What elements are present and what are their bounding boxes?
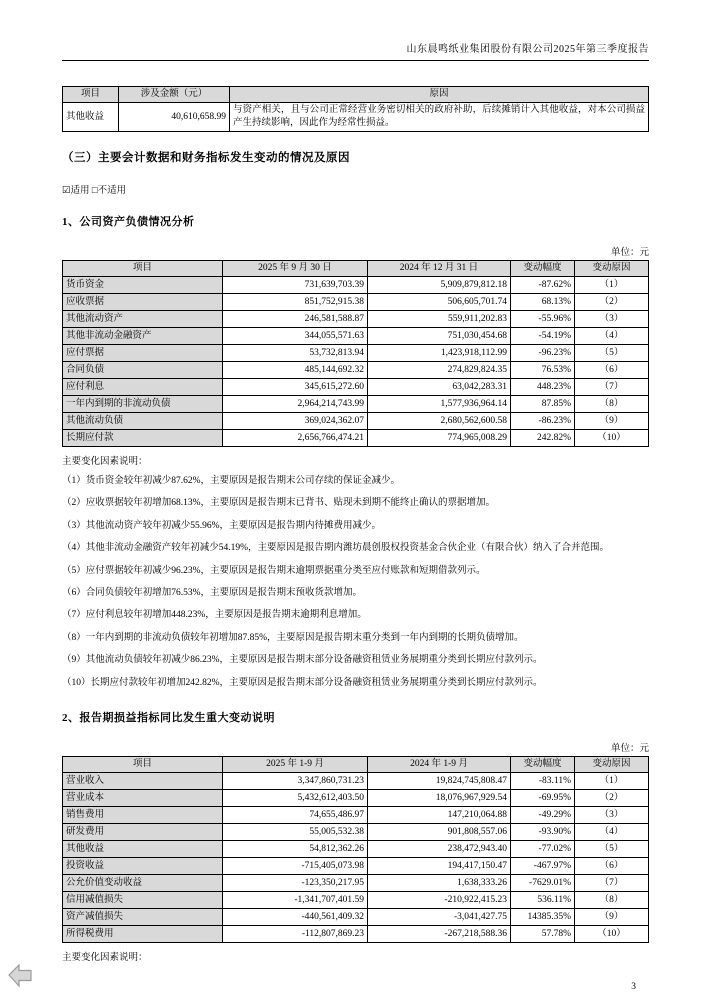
applicability-checkboxes: ☑适用 □不适用 (62, 186, 127, 196)
table-cell: -55.96% (511, 311, 575, 328)
report-header-title: 山东晨鸣纸业集团股份有限公司2025年第三季度报告 (62, 40, 649, 61)
table-header-cell: 项目 (63, 261, 223, 277)
table-cell: -3,041,427.75 (368, 909, 511, 926)
note-item: （7）应付利息较年初增加448.23%，主要原因是报告期末逾期利息增加。 (62, 610, 367, 621)
table-cell: 与资产相关，且与公司正常经营业务密切相关的政府补助，后续摊销计入其他收益，对本公司损益产生持续影响，因此作为经常性损益。 (230, 103, 649, 132)
note-item: （4）其他非流动金融资产较年初减少54.19%，主要原因是报告期内潍坊晨创股权投资基金合伙企业（有限合伙）纳入了合并范围。 (62, 543, 610, 554)
table-header-cell: 涉及金额（元） (119, 87, 230, 103)
table-cell: （1） (575, 277, 649, 294)
table-cell: 74,655,486.97 (223, 807, 368, 824)
table-cell: 731,639,703.39 (223, 277, 368, 294)
table-cell: 18,076,967,929.54 (368, 790, 511, 807)
table-row (63, 892, 649, 909)
table-row (63, 875, 649, 892)
table-cell: 87.85% (511, 396, 575, 413)
table-cell: 2,656,766,474.21 (223, 430, 368, 447)
table-cell: -112,807,869.23 (223, 926, 368, 943)
note-item: （10）长期应付款较年初增加242.82%，主要原因是报告期末部分设备融资租赁业务展期重分类到长期应付款列示。 (62, 677, 543, 688)
table-header-row (63, 757, 649, 773)
subsection-1-heading: 1、公司资产负债情况分析 (62, 216, 195, 228)
table-row (63, 294, 649, 311)
table-cell: -87.62% (511, 277, 575, 294)
table-cell: （9） (575, 413, 649, 430)
note-item: （1）货币资金较年初减少87.62%，主要原因是报告期末公司存续的保证金减少。 (62, 476, 401, 486)
table-cell: （6） (575, 858, 649, 875)
table-cell: 485,144,692.32 (223, 362, 368, 379)
unit-label-1: 单位：元 (610, 248, 649, 258)
table-cell: 货币资金 (63, 277, 223, 294)
table-cell: 274,829,824.35 (368, 362, 511, 379)
table-header-cell: 变动幅度 (511, 757, 575, 773)
notes-title-1: 主要变化因素说明： (62, 457, 148, 467)
table-cell: 901,808,557.06 (368, 824, 511, 841)
table-cell: 长期应付款 (63, 430, 223, 447)
table-cell: 应付票据 (63, 345, 223, 362)
table-row (63, 841, 649, 858)
table-row (63, 379, 649, 396)
table-cell: （7） (575, 379, 649, 396)
table-cell: 其他流动资产 (63, 311, 223, 328)
table-cell: 19,824,745,808.47 (368, 773, 511, 790)
table-cell: 其他流动负债 (63, 413, 223, 430)
table-cell: （3） (575, 311, 649, 328)
table-cell: （1） (575, 773, 649, 790)
table-cell: 其他收益 (63, 841, 223, 858)
table-cell: 536.11% (511, 892, 575, 909)
non-recurring-income-table (62, 86, 649, 132)
table-cell: 其他收益 (63, 103, 119, 132)
table-cell: 238,472,943.40 (368, 841, 511, 858)
table-cell: 销售费用 (63, 807, 223, 824)
table-cell: 54,812,362.26 (223, 841, 368, 858)
table-cell: 774,965,008.29 (368, 430, 511, 447)
table-cell: -715,405,073.98 (223, 858, 368, 875)
table-cell: 5,909,879,812.18 (368, 277, 511, 294)
note-item: （5）应付票据较年初减少96.23%，主要原因是报告期末逾期票据重分类至应付账款和短期借款列示。 (62, 565, 486, 576)
page-content (62, 0, 649, 992)
section-3-heading: （三）主要会计数据和财务指标发生变动的情况及原因 (62, 152, 350, 164)
table-cell: 应付利息 (63, 379, 223, 396)
table-cell: 40,610,658.99 (119, 103, 230, 132)
table-cell: -83.11% (511, 773, 575, 790)
table-cell: -1,341,707,401.59 (223, 892, 368, 909)
table-header-cell: 2024 年 12 月 31 日 (368, 261, 511, 277)
table-cell: -54.19% (511, 328, 575, 345)
table-cell: 资产减值损失 (63, 909, 223, 926)
table-cell: -86.23% (511, 413, 575, 430)
table-row (63, 277, 649, 294)
table-cell: 63,042,283.31 (368, 379, 511, 396)
table-row (63, 926, 649, 943)
table-row (63, 807, 649, 824)
table-cell: -7629.01% (511, 875, 575, 892)
table-header-cell: 变动原因 (575, 757, 649, 773)
table-cell: （4） (575, 824, 649, 841)
note-item: （9）其他流动负债较年初减少86.23%，主要原因是报告期末部分设备融资租赁业务展期重分类到长期应付款列示。 (62, 655, 543, 666)
table-cell: -77.02% (511, 841, 575, 858)
table-header-cell: 变动幅度 (511, 261, 575, 277)
table-cell: 369,024,362.07 (223, 413, 368, 430)
table-cell: 57.78% (511, 926, 575, 943)
table-row (63, 909, 649, 926)
table-header-row (63, 87, 649, 103)
table-cell: -440,561,409.32 (223, 909, 368, 926)
table-cell: -467.97% (511, 858, 575, 875)
balance-sheet-change-table (62, 260, 649, 447)
table-cell: 其他非流动金融资产 (63, 328, 223, 345)
note-item: （6）合同负债较年初增加76.53%，主要原因是报告期末预收货款增加。 (62, 588, 363, 599)
table-row (63, 790, 649, 807)
table-cell: 1,638,333.26 (368, 875, 511, 892)
table-header-cell: 原因 (230, 87, 649, 103)
note-item: （3）其他流动资产较年初减少55.96%，主要原因是报告期内待摊费用减少。 (62, 520, 382, 531)
table-cell: 448.23% (511, 379, 575, 396)
table-cell: （7） (575, 875, 649, 892)
table-cell: -93.90% (511, 824, 575, 841)
table-cell: （8） (575, 892, 649, 909)
table-cell: -69.95% (511, 790, 575, 807)
table-cell: 5,432,612,403.50 (223, 790, 368, 807)
table-cell: 营业成本 (63, 790, 223, 807)
table-cell: （2） (575, 294, 649, 311)
back-arrow-icon[interactable] (8, 962, 32, 990)
table-cell: -49.29% (511, 807, 575, 824)
table-row (63, 345, 649, 362)
table-cell: -210,922,415.23 (368, 892, 511, 909)
table-cell: （2） (575, 790, 649, 807)
table-cell: 147,210,064.88 (368, 807, 511, 824)
table-cell: 53,732,813.94 (223, 345, 368, 362)
page-number: 3 (631, 982, 636, 993)
balance-change-notes (62, 470, 649, 694)
note-item: （2）应收票据较年初增加68.13%，主要原因是报告期末已背书、贴现未到期不能终止确认的票据增加。 (62, 498, 496, 509)
table-cell: （3） (575, 807, 649, 824)
table-cell: （10） (575, 926, 649, 943)
table-cell: 345,615,272.60 (223, 379, 368, 396)
table-header-cell: 变动原因 (575, 261, 649, 277)
table-cell: 3,347,860,731.23 (223, 773, 368, 790)
table-header-cell: 2025 年 1-9 月 (223, 757, 368, 773)
table-cell: 1,577,936,964.14 (368, 396, 511, 413)
table-cell: 68.13% (511, 294, 575, 311)
table-row (63, 430, 649, 447)
table-row (63, 858, 649, 875)
table-header-row (63, 261, 649, 277)
table-cell: 559,911,202.83 (368, 311, 511, 328)
table-header-cell: 项目 (63, 87, 119, 103)
subsection-2-heading: 2、报告期损益指标同比发生重大变动说明 (62, 712, 275, 725)
table-cell: 851,752,915.38 (223, 294, 368, 311)
table-cell: 344,055,571.63 (223, 328, 368, 345)
table-cell: 所得税费用 (63, 926, 223, 943)
table-cell: 研发费用 (63, 824, 223, 841)
table-cell: -123,350,217.95 (223, 875, 368, 892)
table-cell: 194,417,150.47 (368, 858, 511, 875)
table-cell: 751,030,454.68 (368, 328, 511, 345)
table-row (63, 824, 649, 841)
table-header-cell: 项目 (63, 757, 223, 773)
table-row (63, 396, 649, 413)
table-cell: -96.23% (511, 345, 575, 362)
table-cell: 55,005,532.38 (223, 824, 368, 841)
table-cell: -267,218,588.36 (368, 926, 511, 943)
table-row (63, 311, 649, 328)
table-cell: （10） (575, 430, 649, 447)
table-cell: （6） (575, 362, 649, 379)
table-cell: （9） (575, 909, 649, 926)
table-cell: 76.53% (511, 362, 575, 379)
table-cell: 242.82% (511, 430, 575, 447)
table-row (63, 413, 649, 430)
table-cell: （4） (575, 328, 649, 345)
table-cell: 合同负债 (63, 362, 223, 379)
table-header-cell: 2024 年 1-9 月 (368, 757, 511, 773)
table-cell: 2,680,562,600.58 (368, 413, 511, 430)
table-cell: 246,581,588.87 (223, 311, 368, 328)
notes-title-2: 主要变化因素说明： (62, 953, 148, 964)
table-row (63, 362, 649, 379)
table-cell: 投资收益 (63, 858, 223, 875)
table-row (63, 328, 649, 345)
table-cell: 506,605,701.74 (368, 294, 511, 311)
table-row (63, 773, 649, 790)
table-cell: 14385.35% (511, 909, 575, 926)
unit-label-2: 单位：元 (610, 744, 649, 755)
table-header-cell: 2025 年 9 月 30 日 (223, 261, 368, 277)
profit-loss-change-table (62, 756, 649, 943)
table-cell: （8） (575, 396, 649, 413)
table-cell: 2,964,214,743.99 (223, 396, 368, 413)
table-row (63, 103, 649, 132)
table-cell: （5） (575, 841, 649, 858)
note-item: （8）一年内到期的非流动负债较年初增加87.85%，主要原因是报告期末重分类到一年内到期的长期负债增加。 (62, 632, 524, 643)
table-cell: 1,423,918,112.99 (368, 345, 511, 362)
table-cell: 应收票据 (63, 294, 223, 311)
table-cell: 营业收入 (63, 773, 223, 790)
table-cell: 公允价值变动收益 (63, 875, 223, 892)
table-cell: 信用减值损失 (63, 892, 223, 909)
table-cell: （5） (575, 345, 649, 362)
table-cell: 一年内到期的非流动负债 (63, 396, 223, 413)
